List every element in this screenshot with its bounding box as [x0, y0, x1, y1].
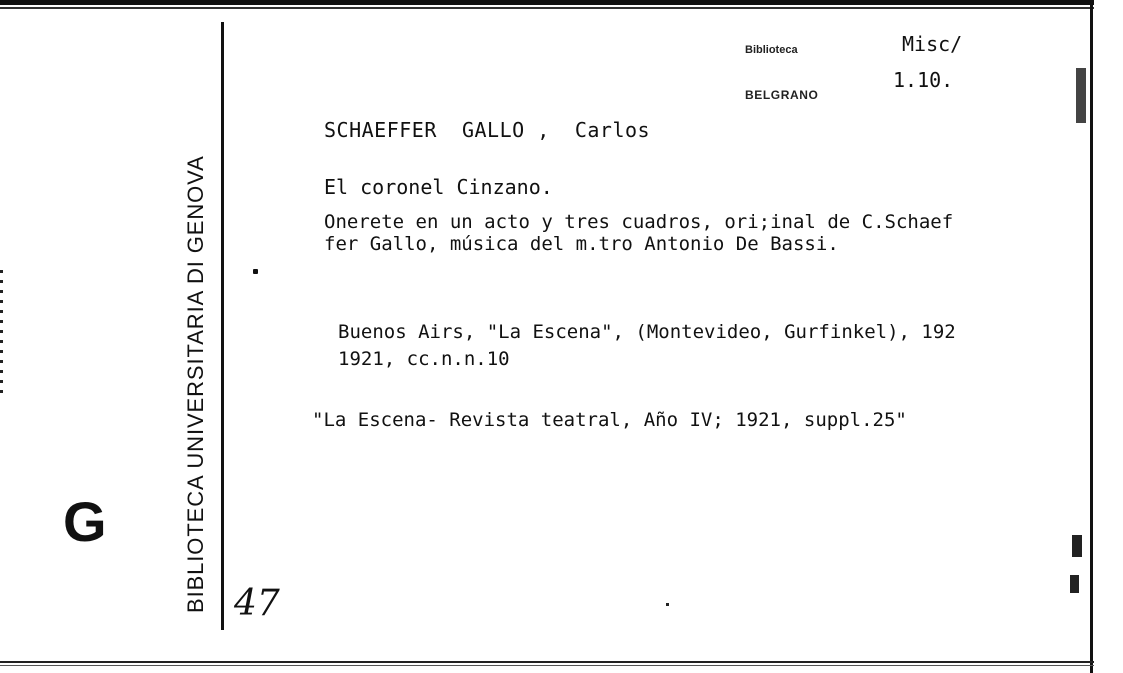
card-left-edge-marks	[0, 270, 3, 395]
record-author: SCHAEFFER GALLO , Carlos	[324, 118, 651, 142]
card-top-border	[0, 0, 1094, 5]
shelfmark-line-2: 1.10.	[893, 68, 954, 92]
library-name: BELGRANO	[745, 88, 819, 102]
card-bottom-border-inner	[0, 665, 1094, 666]
record-title: El coronel Cinzano.	[324, 175, 553, 199]
collection-letter: G	[63, 490, 107, 553]
edge-mark	[1072, 535, 1082, 557]
record-description-line-1: Onerete en un acto y tres cuadros, ori;inal de C.Schaef	[324, 211, 954, 233]
edge-mark	[1076, 68, 1086, 123]
record-imprint-line-2: 1921, cc.n.n.10	[338, 348, 510, 370]
card-margin-rule	[221, 22, 224, 630]
card-right-border	[1090, 0, 1093, 673]
handwritten-number: 47	[234, 583, 280, 624]
card-bottom-border	[0, 661, 1094, 663]
shelfmark-line-1: Misc/	[902, 32, 963, 56]
ink-dot	[253, 269, 258, 274]
ink-speck	[666, 603, 669, 606]
record-description-line-2: fer Gallo, música del m.tro Antonio De Bassi.	[324, 233, 839, 255]
record-imprint-line-1: Buenos Airs, "La Escena", (Montevideo, Gurfinkel), 192	[338, 321, 956, 343]
record-series-note: "La Escena- Revista teatral, Año IV; 1921, suppl.25"	[312, 409, 907, 431]
edge-mark	[1070, 575, 1079, 593]
library-label: Biblioteca	[745, 44, 798, 56]
card-top-border-inner	[0, 7, 1094, 9]
library-stamp-vertical: BIBLIOTECA UNIVERSITARIA DI GENOVA	[183, 155, 208, 613]
